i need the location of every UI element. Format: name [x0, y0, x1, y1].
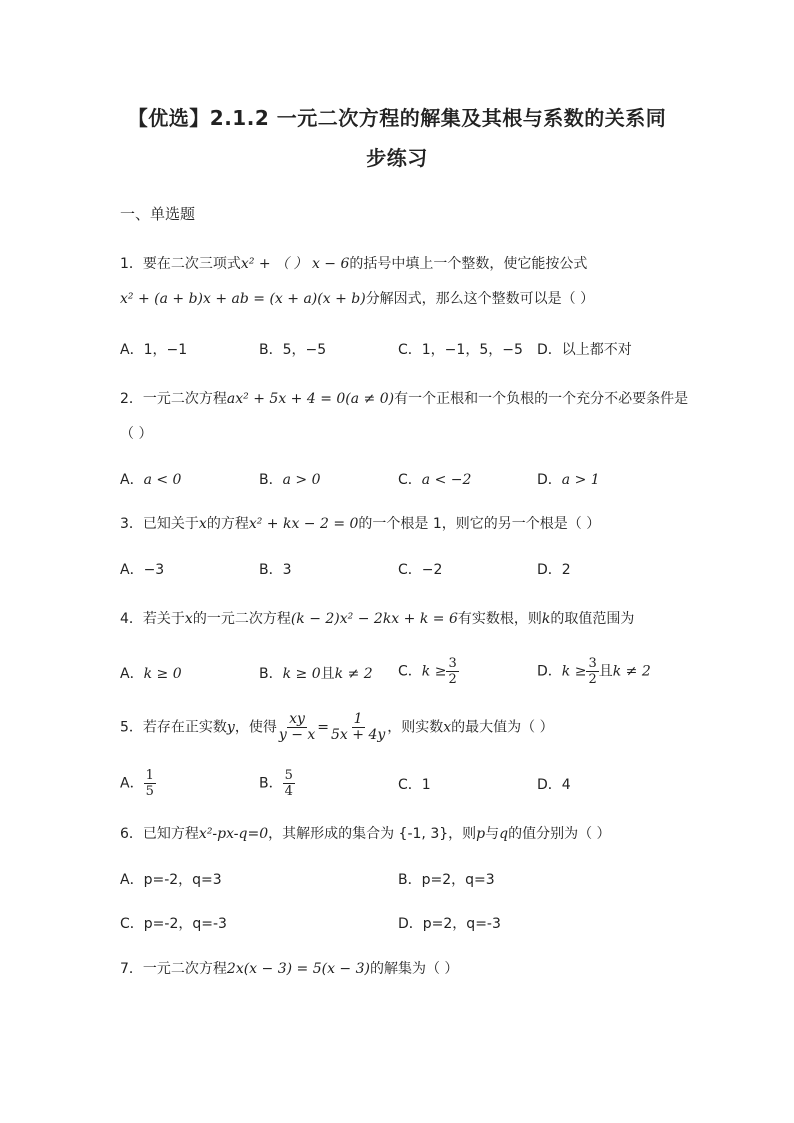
question-6-option-b: B．p=2，q=3 — [398, 872, 495, 888]
question-3-option-d: D．2 — [537, 562, 571, 578]
question-1-option-a: A．1，−1 — [120, 342, 188, 358]
question-5-option-b: B． $\frac{5}{4}$ — [259, 768, 293, 799]
fraction-1-over-5x-plus-4y: $\frac{1}{5x + 4y}$ — [331, 711, 386, 743]
question-2-option-a: A．a < 0 — [120, 472, 182, 488]
question-5-option-c: C．1 — [398, 777, 431, 793]
title-line-2: 步练习 — [366, 146, 428, 170]
question-7-line-1: 7．一元二次方程2x(x − 3) = 5(x − 3)的解集为（ ） — [120, 961, 459, 977]
question-2-option-d: D．a > 1 — [537, 472, 600, 488]
question-2-option-b: B．a > 0 — [259, 472, 321, 488]
question-6-option-a: A．p=-2，q=3 — [120, 872, 222, 888]
question-1-line-1: 1．要在二次三项式x² + （ ） x − 6的括号中填上一个整数，使它能按公式 — [120, 256, 588, 272]
fraction-3-over-2: $\frac{3}{2}$ — [588, 656, 597, 687]
question-4-option-d: D．k ≥ $\frac{3}{2}$ 且k ≠ 2 — [537, 656, 651, 687]
question-4-option-a: A．k ≥ 0 — [120, 666, 182, 682]
question-4-option-c: C．k ≥ $\frac{3}{2}$ — [398, 656, 457, 687]
fraction-3-over-2: $\frac{3}{2}$ — [448, 656, 457, 687]
question-2-option-c: C．a < −2 — [398, 472, 472, 488]
question-5-option-d: D．4 — [537, 777, 571, 793]
question-6-option-d: D．p=2，q=-3 — [398, 916, 501, 932]
fraction-xy-over-y-minus-x: $\frac{xy}{y - x}$ — [278, 711, 316, 743]
question-3-option-a: A．−3 — [120, 562, 165, 578]
question-1-option-c: C．1，−1，5，−5 — [398, 342, 523, 358]
question-5-line-1: 5．若存在正实数y，使得 $\frac{xy}{y - x}$ = $\frac{1}{5x + 4y}$ ，则实数x的最大值为（ ） — [120, 711, 554, 743]
question-4-line-1: 4．若关于x的一元二次方程(k − 2)x² − 2kx + k = 6有实数根，则k的取值范围为 — [120, 611, 635, 627]
question-3-line-1: 3．已知关于x的方程x² + kx − 2 = 0的一个根是 1，则它的另一个根是（ ） — [120, 516, 601, 532]
question-3-option-b: B．3 — [259, 562, 292, 578]
question-1-option-b: B．5，−5 — [259, 342, 327, 358]
question-4-option-b: B．k ≥ 0且k ≠ 2 — [259, 666, 373, 682]
question-6-line-1: 6．已知方程x²-px-q=0，其解形成的集合为 {-1, 3}，则p与q的值分别为（ ） — [120, 826, 611, 842]
section-heading: 一、单选题 — [120, 205, 196, 223]
title-line-1: 【优选】2.1.2 一元二次方程的解集及其根与系数的关系同 — [127, 106, 667, 130]
question-3-option-c: C．−2 — [398, 562, 443, 578]
question-2-line-2: （ ） — [120, 426, 153, 442]
question-1-line-2: x² + (a + b)x + ab = (x + a)(x + b)分解因式，那么这个整数可以是（ ） — [120, 291, 595, 307]
question-1-option-d: D．以上都不对 — [537, 342, 632, 358]
question-5-option-a: A． $\frac{1}{5}$ — [120, 768, 154, 799]
question-6-option-c: C．p=-2，q=-3 — [120, 916, 227, 932]
question-2-line-1: 2．一元二次方程ax² + 5x + 4 = 0(a ≠ 0)有一个正根和一个负根的一个充分不必要条件是 — [120, 391, 689, 407]
